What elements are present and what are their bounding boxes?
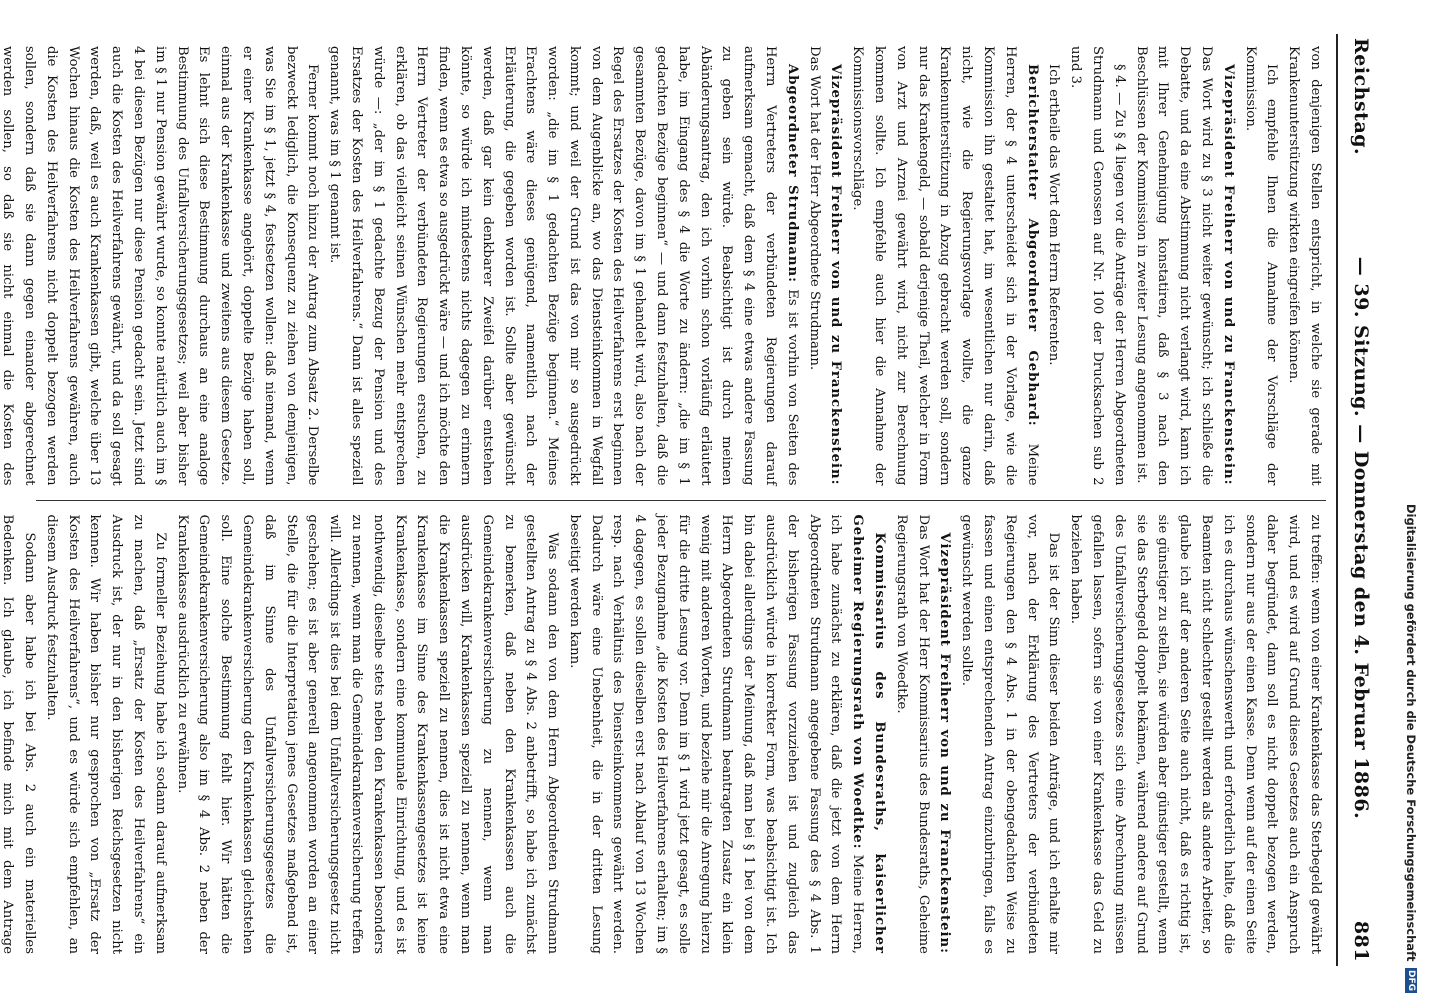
speaker-name: Vizepräsident Freiherr von und zu Franckenstein: xyxy=(937,532,953,954)
paragraph-text: Meine Herren, ich habe zunächst zu erklären, daß die jetzt von dem Herrn Abgeordneten Strudmann angegebene Fassung des § 4 Abs. 1 der bisherigen Fassung vorzuziehen ist und zugleich das ausdrücklich würde in korrekter Form, was beabsichtigt ist. Ich bin dabei allerdings der Meinung, daß man bei § 1 bei von dem Herrn Abgeordneten Strudmann beantragten Zusatz ein klein wenig mit anderen Worten, und beziehe mir die Anregung hierzu für die dritte Lesung vor. Denn im § 1 wird jetzt gesagt, es solle jeder Bezugnahme „die Kosten des Heilverfahrens erhalten; im § 4 dagegen, es sollen dieselben erst nach Ablauf von 13 Wochen resp. nach Verhältnis des Diensteinkommens gewährt werden. Dadurch wäre eine Unebenheit, die in der dritten Lesung beseitigt werden kann. xyxy=(566,514,866,954)
paragraph-text: Zu formeller Beziehung habe ich sodann darauf aufmerksam zu machen, daß „Ersatz der Kosten des Heilverfahrens“ ein Ausdruck ist, der nur in den bisherigen Reichsgesetzen nicht kennen. Wir haben bisher nur gesprochen von „Ersatz der Kosten des Heilverfahrens“, und es würde sich empfehlen, an diesem Ausdruck festzuhalten. xyxy=(43,514,168,954)
paragraph xyxy=(323,46,803,486)
paragraph xyxy=(803,46,847,486)
page-header xyxy=(1336,34,1372,966)
speaker-name: Vizepräsident Freiherr von und zu Franckenstein: xyxy=(1220,64,1236,486)
paragraph-text: Das Wort wird zu § 3 nicht weiter gewünscht; ich schließe die Debatte, und da eine Abstimmung nicht verlangt wird, kann ich mit Ihrer Genehmigung konstatiren, daß § 3 nach den Beschlüssen der Kommission in zweiter Lesung angenommen ist. xyxy=(1133,46,1215,486)
paragraph xyxy=(1239,46,1283,486)
column-divider xyxy=(36,500,1326,501)
speaker-name: Vizepräsident Freiherr von und zu Franckenstein: xyxy=(828,64,844,486)
paragraph-text: Ich empfehle Ihnen die Annahme der Vorschläge der Kommission. xyxy=(1242,46,1280,486)
digitization-notice: Digitalisierung gefördert durch die Deutsche Forschungsgemeinschaft xyxy=(1404,504,1418,962)
paragraph-text: Was sodann den von dem Herrn Abgeordneten Strudmann gestellten Antrag zu § 4 Abs. 2 anbetrifft, so habe ich zunächst zu bemerken, daß neben den Krankenkassen auch die Gemeindekrankenversicherung zu nennen, wenn man ausdrücken will, Krankenkassen speziell zu nennen, wenn man die Krankenkassen speziell zu nennen, dies ist nicht etwa eine Krankenkasse im Sinne des Krankenkassengesetzes ist keine Krankenkasse, sondern eine kommunale Einrichtung, und es ist nothwendig, dieselbe stets neben den Krankenkassen besonders zu nennen, wenn man die Gemeindekrankenversicherung treffen will. Allerdings ist dies bei dem Unfallversicherungsgesetz nicht geschehen; es ist aber generell angenommen worden an einer Stelle, die für die Interpretation jenes Gesetzes maßgebend ist, daß im Sinne des Unfallversicherungsgesetzes die Gemeindekrankenversicherung den Krankenkassen gleichstehen soll. Eine solche Bestimmung fehlt hier. Wir hätten die Gemeindekrankenversicherung also im § 4 Abs. 2 neben der Krankenkasse ausdrücklich zu erwähnen. xyxy=(174,514,561,954)
speaker-name: Kommissarius des Bundesraths, kaiserlicher Geheimer Regierungsrath von Woedtke: xyxy=(850,514,888,954)
paragraph xyxy=(1043,46,1065,486)
paragraph-text: Das ist der Sinn dieser beiden Anträge, und ich erhalte mir vor, nach der Erklärung des Vertreters der verbündeten Regierungen den § 4 Abs. 1 in der obengedachten Weise zu fassen und einen entsprechenden Antrag einzubringen, falls es gewünscht werden sollte. xyxy=(959,514,1062,954)
paragraph-text: Es ist vorhin von Seiten des Herrn Vertreters der verbündeten Regierungen darauf aufmerksam gemacht, daß dem § 4 eine etwas andere Fassung zu geben sein würde. Beabsichtigt ist durch meinen Abänderungsantrag, den ich vorhin schon vorläufig erläutert habe, im Eingang des § 4 die Worte zu ändern: „die im § 1 gedachten Bezüge beginnen“ — und dann festzuhalten, daß die gesammten Bezüge, davon im § 1 gehandelt wird, also nach der Regel des Ersatzes der Kosten des Heilverfahrens erst beginnen von dem Augenblicke an, wo das Diensteinkommen in Wegfall kommt; und weil der Grund ist das von mir so ausgedrückt worden: „die im § 1 gedachten Bezüge beginnen.“ Meines Erachtens wäre dieses genügend, namentlich nach der Erläuterung, die gegeben worden ist. Sollte aber gewünscht werden, daß gar kein denkbarer Zweifel darüber entstehen könnte, so würde ich mindestens nichts dagegen zu erinnern finden, wenn es etwa so ausgedrückt wäre — und ich möchte den Herrn Vertreter der verbündeten Regierungen ersuchen, zu erklären, ob das vielleicht seinen Wünschen mehr entsprechen würde —: „der im § 1 gedachte Bezug der Pension und des Ersatzes der Kosten des Heilverfahrens.“ Dann ist alles speziell genannt, was im § 1 genannt ist. xyxy=(327,46,800,486)
speaker-name: Abgeordneter Strudmann: xyxy=(784,64,800,283)
paragraph-text: § 4. — Zu § 4 liegen vor die Anträge der Herren Abgeordneten Strudmann und Genossen auf Nr. 100 der Drucksachen sub 2 und 3. xyxy=(1068,46,1127,486)
dfg-logo: DFG xyxy=(1406,969,1416,991)
header-left: Reichstag. xyxy=(1350,38,1372,156)
paragraph xyxy=(890,515,955,955)
speaker-name: Berichterstatter Abgeordneter Gebhard: xyxy=(1024,64,1040,427)
paragraph xyxy=(171,515,563,955)
paragraph-text: Sodann aber habe ich bei Abs. 2 auch ein materielles Bedenken. Ich glaube, ich befinde mich mit dem Antrage xyxy=(0,514,37,954)
side-notice xyxy=(1400,8,1422,993)
paragraph-text: Ich ertheile das Wort dem Herrn Referenten. xyxy=(1046,64,1062,366)
paragraph xyxy=(1130,46,1239,486)
paragraph-text: von denjenigen Stellen entspricht, in welche sie gerade mit Krankenunterstützung wirkten eingreifen können. xyxy=(1286,46,1323,486)
left-column xyxy=(0,34,1326,498)
paragraph xyxy=(1064,515,1326,955)
page-number: 881 xyxy=(1350,920,1372,962)
paragraph-text: zu treffen: wenn von einer Krankenkasse das Sterbegeld gewährt wird, und es wird auf Grund dieses Gesetzes auch ein Anspruch daher begründet, dann soll es nicht doppelt bezogen werden, sondern nur aus der einen Kasse. Denn wenn auf der einen Seite ich es durchaus wünschenswerth und erforderlich halte, daß die Beamten nicht schlechter gestellt werden als andere Arbeiter, so glaube ich auf der anderen Seite auch nicht, daß es richtig ist, sie günstiger zu stellen, sie würden aber günstiger gestellt, wenn sie das Sterbegeld doppelt bekämen, während andere auf Grund des Unfallversicherungsgesetzes sich eine Abrechnung müssen gefallen lassen, sofern sie von einer Krankenkasse das Geld zu beziehen haben. xyxy=(1068,514,1323,954)
paragraph xyxy=(1064,46,1129,486)
paragraph xyxy=(0,515,40,955)
paragraph xyxy=(40,515,171,955)
text-columns xyxy=(0,34,1326,966)
paragraph-text: Meine Herren, der § 4 unterscheidet sich in der Vorlage, wie die Kommission ihn gestaltet hat, im wesentlichen nur darin, daß nicht, wie die Regierungsvorlage wollte, die ganze Krankenunterstützung in Abzug gebracht werden soll, sondern nur das Krankengeld, — sobald derjenige Theil, welcher in Form von Arzt und Arznei gewährt wird, nicht zur Berechnung kommen sollte. Ich empfehle auch hier die Annahme der Kommissionsvorschläge. xyxy=(850,46,1040,486)
paragraph-text: Ferner kommt noch hinzu der Antrag zum Absatz 2. Derselbe bezweckt lediglich, die Konsequenz zu ziehen von demjenigen, was Sie im § 1, jetzt § 4, festsetzen wollen: daß niemand, wenn er einer Krankenkasse angehört, doppelte Bezüge haben soll, einmal aus der Krankenkasse und zweitens aus diesem Gesetze. Es lehnt sich diese Bestimmung durchaus an eine analoge Bestimmung des Unfallversicherungsgesetzes; weil aber bisher im § 1 nur Pension gewährt wurde, so konnte natürlich auch im § 4 bei diesen Bezügen nur diese Pension gedacht sein. Jetzt sind auch die Kosten des Heilverfahrens gewährt, und da soll gesagt werden, daß, weil es auch Krankenkassen gibt, welche über 13 Wochen hinaus die Kosten des Heilverfahrens gewähren, auch die Kosten des Heilverfahrens nicht doppelt bezogen werden sollen, sondern daß sie dann gegen einander abgerechnet werden sollen, so daß sie nicht einmal die Kosten des xyxy=(0,46,321,486)
right-column xyxy=(0,503,1326,967)
paragraph xyxy=(955,515,1064,955)
header-center: — 39. Sitzung. — Donnerstag den 4. Februar 1886. xyxy=(1350,256,1372,820)
paragraph-text: Das Wort hat der Herr Abgeordnete Strudmann. xyxy=(806,46,822,371)
paragraph-text: Das Wort hat der Herr Kommissarius des Bundesraths, Geheime Regierungsrath von Woedtke. xyxy=(893,514,931,954)
paragraph xyxy=(1282,46,1326,486)
paragraph xyxy=(846,46,1042,486)
paragraph xyxy=(563,515,890,955)
paragraph xyxy=(0,46,323,486)
